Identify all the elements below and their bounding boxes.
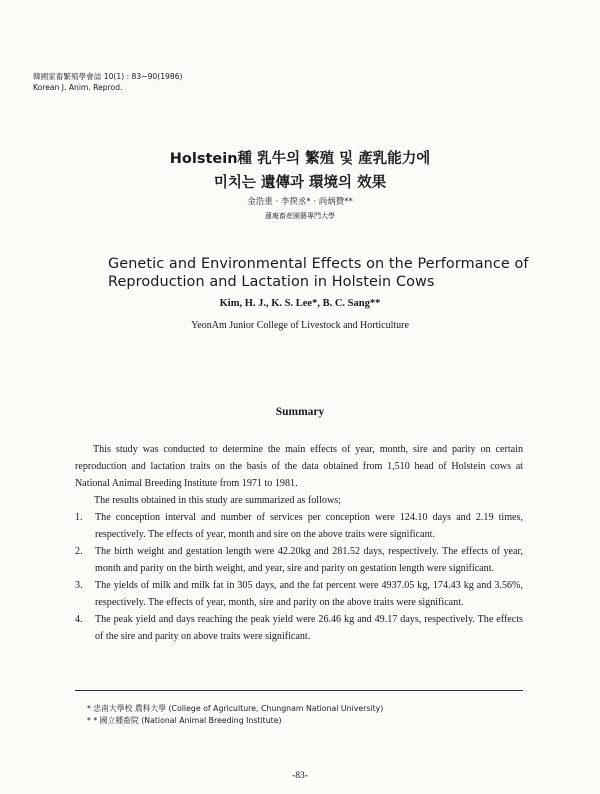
korean-authors: 金浩重 · 李揆丞* · 尚炳贊**	[247, 197, 353, 207]
result-text: The yields of milk and milk fat in 305 days, and the fat percent were 4937.05 kg, 174.43 kg and 3.56%, respectively. The effects of year, month, sire and parity on the above traits were significant.	[95, 580, 523, 608]
english-title-line-1: Genetic and Environmental Effects on the Performance of	[108, 256, 529, 272]
result-item	[75, 611, 523, 645]
summary-paragraph	[75, 441, 523, 492]
journal-citation	[33, 71, 183, 93]
footnote-2: * * 國立種畜院 (National Animal Breeding Institute)	[87, 716, 282, 725]
result-number: 2.	[75, 546, 83, 557]
result-item	[75, 509, 523, 543]
result-item	[75, 543, 523, 577]
journal-citation-english: Korean J. Anim. Reprod.	[33, 83, 123, 92]
result-item	[75, 577, 523, 611]
results-list	[75, 509, 523, 645]
korean-affiliation: 蓮庵畜産園藝專門大學	[265, 212, 335, 220]
footnote-1: * 忠南大學校 農科大學 (College of Agriculture, Chungnam National University)	[87, 704, 384, 713]
summary-heading: Summary	[275, 406, 325, 418]
footnote-divider	[75, 690, 523, 691]
result-number: 1.	[75, 512, 83, 523]
korean-title-line-2: 미치는 遺傳과 環境의 效果	[213, 175, 387, 191]
english-affiliation: YeonAm Junior College of Livestock and Horticulture	[191, 320, 409, 331]
result-text: The conception interval and number of services per conception were 124.10 days and 2.19 times, respectively. The effects of year, month and sire on the above traits were significant.	[95, 512, 523, 540]
result-text: The peak yield and days reaching the peak yield were 26.46 kg and 49.17 days, respectively. The effects of the sire and parity on above traits were significant.	[95, 614, 523, 642]
korean-title-line-1: Holstein種 乳牛의 繁殖 및 產乳能力에	[169, 151, 431, 167]
result-number: 3.	[75, 580, 83, 591]
results-intro: The results obtained in this study are summarized as follows;	[94, 495, 341, 506]
page-number: -83-	[292, 771, 308, 781]
english-authors: Kim, H. J., K. S. Lee*, B. C. Sang**	[219, 298, 381, 309]
summary-paragraph-text: This study was conducted to determine the main effects of year, month, sire and parity on certain reproduction and lactation traits on the basis of the data obtained from 1,510 head of Holstein cows at National Animal Breeding Institute from 1971 to 1981.	[75, 444, 523, 489]
footnotes	[87, 703, 383, 727]
english-title-line-2: Reproduction and Lactation in Holstein Cows	[108, 274, 435, 290]
result-text: The birth weight and gestation length were 42.20kg and 281.52 days, respectively. The effects of year, month and parity on the birth weight, and year, sire and parity on gestation length were significant.	[95, 546, 523, 574]
journal-citation-korean: 韓國家畜繁殖學會誌 10(1) : 83~90(1986)	[33, 72, 183, 81]
result-number: 4.	[75, 614, 83, 625]
